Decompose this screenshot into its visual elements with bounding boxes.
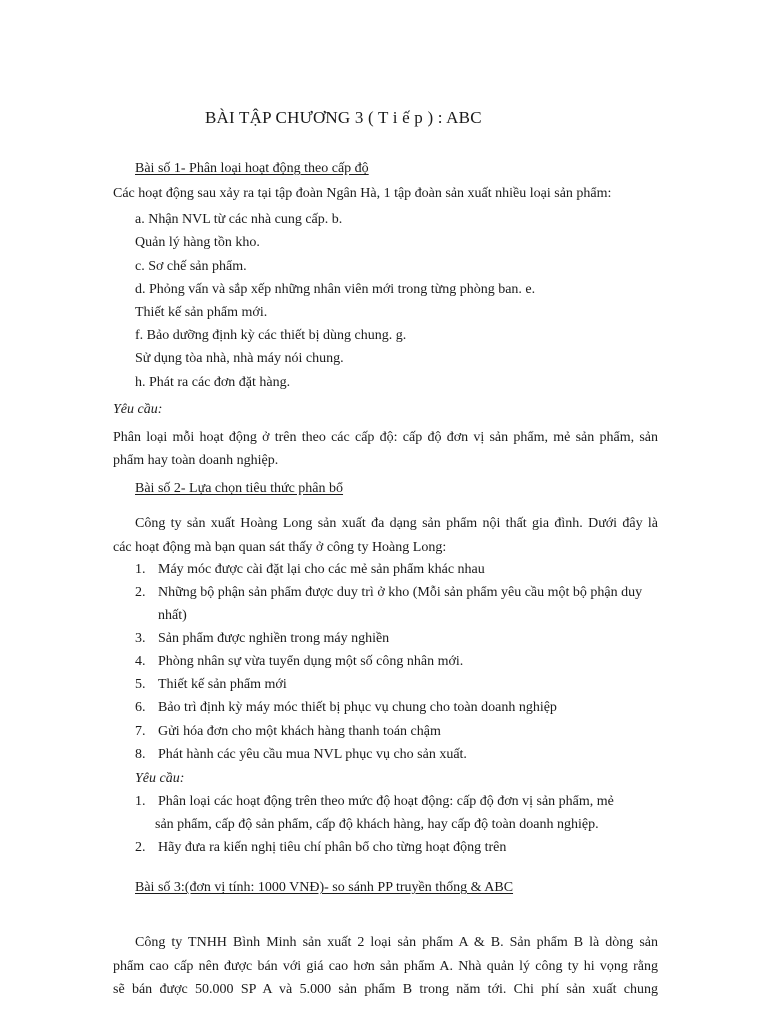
exercise-1-line: a. Nhận NVL từ các nhà cung cấp. b. <box>135 212 343 227</box>
exercise-3-heading: Bài số 3:(đơn vị tính: 1000 VNĐ)- so sánh PP truyền thống & ABC <box>135 880 514 895</box>
exercise-1-requirement-text: Phân loại mỗi hoạt động ở trên theo các cấp độ: cấp độ đơn vị sản phẩm, mẻ sản phẩm, sản <box>113 430 658 445</box>
exercise-1-line: d. Phỏng vấn và sắp xếp những nhân viên mới trong từng phòng ban. e. <box>135 282 536 297</box>
exercise-2-requirement-label: Yêu cầu: <box>135 771 185 786</box>
list-item: Gửi hóa đơn cho một khách hàng thanh toán chậm <box>158 724 441 739</box>
exercise-1-line: h. Phát ra các đơn đặt hàng. <box>135 375 291 390</box>
page-title: BÀI TẬP CHƯƠNG 3 ( T i ế p ) : ABC <box>205 108 482 127</box>
requirement-item: Hãy đưa ra kiến nghị tiêu chí phân bổ cho từng hoạt động trên <box>158 840 507 855</box>
exercise-1-intro: Các hoạt động sau xảy ra tại tập đoàn Ngân Hà, 1 tập đoàn sản xuất nhiều loại sản phẩm: <box>113 186 612 201</box>
exercise-3-paragraph: sẽ bán được 50.000 SP A và 5.000 sản phẩm B trong năm tới. Chi phí sản xuất chung <box>113 982 658 997</box>
list-number: 1. <box>135 794 146 809</box>
exercise-1-requirement-text: phẩm hay toàn doanh nghiệp. <box>113 453 279 468</box>
exercise-1-line: f. Bảo dưỡng định kỳ các thiết bị dùng chung. g. <box>135 328 407 343</box>
exercise-2-heading: Bài số 2- Lựa chọn tiêu thức phân bổ <box>135 481 344 496</box>
list-number: 3. <box>135 631 146 646</box>
list-number: 2. <box>135 840 146 855</box>
list-item: Phòng nhân sự vừa tuyển dụng một số công nhân mới. <box>158 654 464 669</box>
list-item: Phát hành các yêu cầu mua NVL phục vụ cho sản xuất. <box>158 747 467 762</box>
exercise-3-paragraph: Công ty TNHH Bình Minh sản xuất 2 loại sản phẩm A & B. Sản phẩm B là dòng sản <box>135 935 658 950</box>
list-number: 6. <box>135 700 146 715</box>
exercise-1-line: Sử dụng tòa nhà, nhà máy nói chung. <box>135 351 344 366</box>
list-item: Những bộ phận sản phẩm được duy trì ở kho (Mỗi sản phẩm yêu cầu một bộ phận duy <box>158 585 643 600</box>
list-number: 8. <box>135 747 146 762</box>
exercise-1-requirement-label: Yêu cầu: <box>113 402 163 417</box>
list-item: Sản phẩm được nghiền trong máy nghiền <box>158 631 390 646</box>
list-number: 1. <box>135 562 146 577</box>
list-number: 5. <box>135 677 146 692</box>
requirement-item-continuation: sản phẩm, cấp độ sản phẩm, cấp độ khách hàng, hay cấp độ toàn doanh nghiệp. <box>155 817 599 832</box>
list-number: 4. <box>135 654 146 669</box>
exercise-3-paragraph: phẩm cao cấp nên được bán với giá cao hơn sản phẩm A. Nhà quản lý công ty hi vọng rằng <box>113 959 658 974</box>
list-item: Bảo trì định kỳ máy móc thiết bị phục vụ chung cho toàn doanh nghiệp <box>158 700 557 715</box>
exercise-2-intro: Công ty sản xuất Hoàng Long sản xuất đa dạng sản phẩm nội thất gia đình. Dưới đây là <box>135 516 658 531</box>
list-item: Thiết kế sản phẩm mới <box>158 677 287 692</box>
exercise-1-heading: Bài số 1- Phân loại hoạt động theo cấp độ <box>135 161 369 176</box>
list-item-continuation: nhất) <box>158 608 187 623</box>
exercise-1-line: Quản lý hàng tồn kho. <box>135 235 260 250</box>
list-number: 2. <box>135 585 146 600</box>
exercise-1-line: Thiết kế sản phẩm mới. <box>135 305 268 320</box>
exercise-2-intro: các hoạt động mà bạn quan sát thấy ở công ty Hoàng Long: <box>113 540 447 555</box>
exercise-1-line: c. Sơ chế sản phẩm. <box>135 259 247 274</box>
list-number: 7. <box>135 724 146 739</box>
list-item: Máy móc được cài đặt lại cho các mẻ sản phẩm khác nhau <box>158 562 485 577</box>
requirement-item: Phân loại các hoạt động trên theo mức độ hoạt động: cấp độ đơn vị sản phẩm, mẻ <box>158 794 614 809</box>
